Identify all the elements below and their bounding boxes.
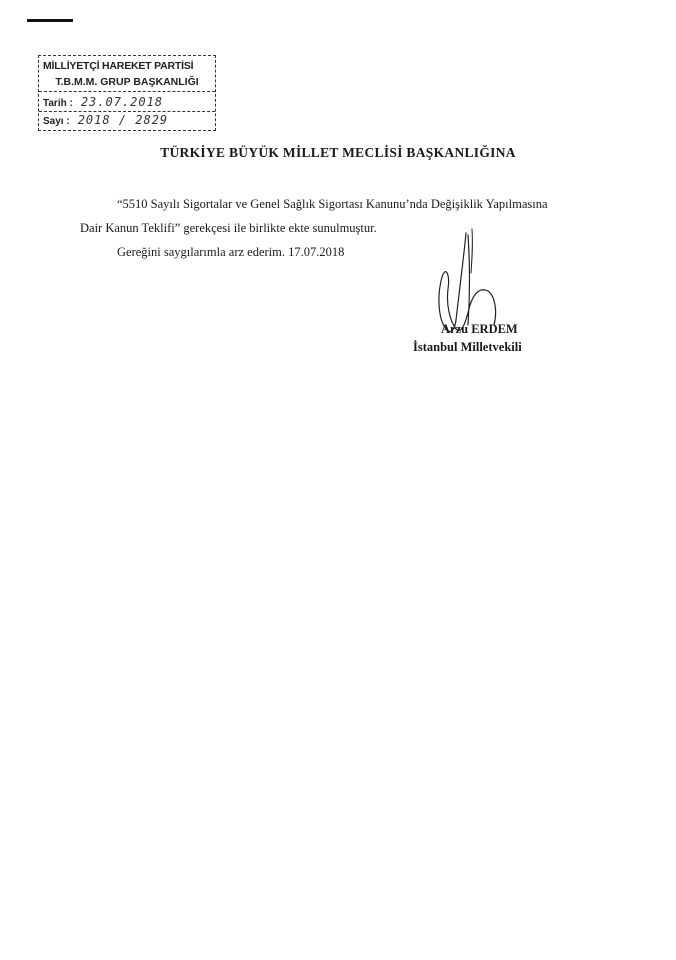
stamp-group-name: T.B.M.M. GRUP BAŞKANLIĞI xyxy=(55,76,199,88)
paragraph-2: Gereğini saygılarımla arz ederim. 17.07.2018 xyxy=(117,245,345,259)
stamp-date-row xyxy=(43,95,211,109)
paragraph-1-line-2: Dair Kanun Teklifi” gerekçesi ile birlikte ekte sunulmuştur. xyxy=(80,221,377,235)
party-stamp xyxy=(38,55,216,131)
paragraph-1-line-1: “5510 Sayılı Sigortalar ve Genel Sağlık Sigortası Kanunu’nda Değişiklik Yapılmasına xyxy=(117,197,548,211)
stamp-number-value: 2018 / 2829 xyxy=(77,113,169,127)
signer-name: Arzu ERDEM xyxy=(441,322,518,336)
stamp-divider xyxy=(39,91,215,92)
stamp-party-name: MİLLİYETÇİ HAREKET PARTİSİ xyxy=(43,60,194,72)
stamp-number-row xyxy=(43,113,211,127)
stamp-divider xyxy=(39,111,215,112)
signer-title: İstanbul Milletvekili xyxy=(413,340,522,354)
stamp-date-value: 23.07.2018 xyxy=(80,95,164,109)
scan-edge-mark xyxy=(27,19,73,22)
document-title: TÜRKİYE BÜYÜK MİLLET MECLİSİ BAŞKANLIĞINA xyxy=(160,145,516,160)
stamp-date-label: Tarih : xyxy=(43,98,73,109)
stamp-number-label: Sayı : xyxy=(43,116,70,127)
